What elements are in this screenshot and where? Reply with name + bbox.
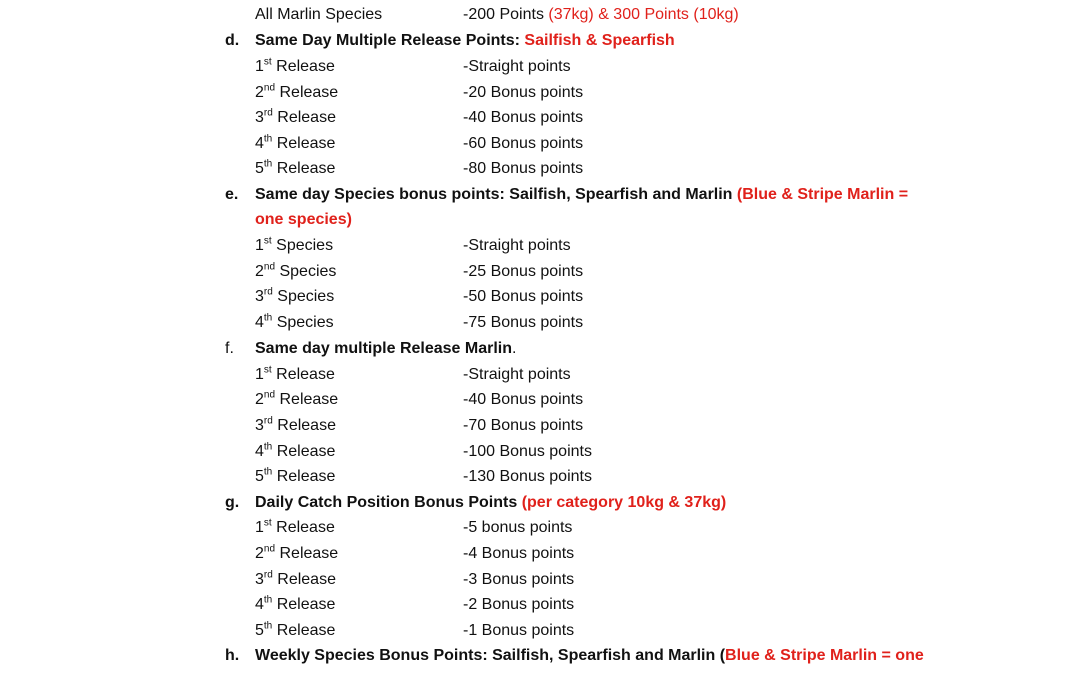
list-item-label: 1st Species bbox=[255, 235, 334, 254]
section-h-heading bbox=[255, 643, 924, 669]
list-item-value: -1 Bonus points bbox=[463, 622, 575, 639]
list-item-value: -3 Bonus points bbox=[463, 571, 575, 588]
list-item-value: -2 Bonus points bbox=[463, 596, 575, 613]
section-h-heading-text: Weekly Species Bonus Points: Sailfish, Spearfish and Marlin ( bbox=[255, 647, 726, 664]
section-e-letter: e. bbox=[225, 186, 239, 203]
section-h-letter: h. bbox=[225, 647, 240, 664]
list-item-label: 5th Release bbox=[255, 158, 336, 177]
section-e-heading-text: Same day Species bonus points: Sailfish, Spearfish and Marlin bbox=[255, 186, 737, 203]
list-item-value: -25 Bonus points bbox=[463, 263, 584, 280]
list-item-value: -Straight points bbox=[463, 58, 571, 75]
list-item-value: -4 Bonus points bbox=[463, 545, 575, 562]
list-item-value: -40 Bonus points bbox=[463, 391, 584, 408]
list-item-value: -Straight points bbox=[463, 366, 571, 383]
section-d-heading-text: Same Day Multiple Release Points: bbox=[255, 32, 525, 49]
list-item-value: -Straight points bbox=[463, 237, 571, 254]
section-e-heading-red: (Blue & Stripe Marlin = bbox=[736, 186, 909, 203]
section-f-heading-tail: . bbox=[512, 340, 517, 357]
section-d-heading-red: Sailfish & Spearfish bbox=[524, 32, 675, 49]
top-row-label: All Marlin Species bbox=[255, 6, 383, 23]
top-row-value-red: (37kg) & 300 Points (10kg) bbox=[548, 6, 739, 23]
section-d-heading bbox=[255, 28, 675, 54]
section-h-heading-red: Blue & Stripe Marlin = one bbox=[725, 647, 924, 664]
section-g-heading-text: Daily Catch Position Bonus Points bbox=[255, 494, 522, 511]
list-item-label: 4th Release bbox=[255, 441, 336, 460]
list-item-label: 1st Release bbox=[255, 517, 335, 536]
list-item-label: 1st Release bbox=[255, 56, 335, 75]
list-item-value: -75 Bonus points bbox=[463, 314, 584, 331]
list-item-value: -50 Bonus points bbox=[463, 288, 584, 305]
section-e-heading-continued: one species) bbox=[255, 211, 352, 228]
list-item-label: 4th Release bbox=[255, 133, 336, 152]
list-item-value: -40 Bonus points bbox=[463, 109, 584, 126]
section-d-letter: d. bbox=[225, 32, 240, 49]
list-item-value: -60 Bonus points bbox=[463, 135, 584, 152]
list-item-value: -5 bonus points bbox=[463, 519, 573, 536]
list-item-label: 4th Species bbox=[255, 312, 334, 331]
list-item-value: -130 Bonus points bbox=[463, 468, 592, 485]
list-item-label: 2nd Release bbox=[255, 543, 339, 562]
list-item-label: 5th Release bbox=[255, 620, 336, 639]
list-item-value: -80 Bonus points bbox=[463, 160, 584, 177]
list-item-value: -20 Bonus points bbox=[463, 84, 584, 101]
list-item-label: 3rd Release bbox=[255, 569, 336, 588]
section-f-heading bbox=[255, 336, 516, 362]
list-item-label: 2nd Release bbox=[255, 82, 339, 101]
section-g-heading bbox=[255, 490, 726, 516]
section-f-heading-text: Same day multiple Release Marlin bbox=[255, 340, 512, 357]
list-item-label: 2nd Release bbox=[255, 389, 339, 408]
list-item-label: 5th Release bbox=[255, 466, 336, 485]
list-item-label: 3rd Release bbox=[255, 415, 336, 434]
section-g-letter: g. bbox=[225, 494, 240, 511]
section-f-letter: f. bbox=[225, 340, 234, 357]
list-item-label: 3rd Release bbox=[255, 107, 336, 126]
section-e-heading bbox=[255, 182, 908, 208]
top-row-value bbox=[463, 2, 739, 28]
list-item-label: 1st Release bbox=[255, 364, 335, 383]
list-item-value: -70 Bonus points bbox=[463, 417, 584, 434]
list-item-value: -100 Bonus points bbox=[463, 443, 592, 460]
list-item-label: 3rd Species bbox=[255, 286, 335, 305]
section-g-heading-red: (per category 10kg & 37kg) bbox=[521, 494, 727, 511]
list-item-label: 2nd Species bbox=[255, 261, 337, 280]
list-item-label: 4th Release bbox=[255, 594, 336, 613]
top-row-value-plain: -200 Points bbox=[463, 6, 549, 23]
